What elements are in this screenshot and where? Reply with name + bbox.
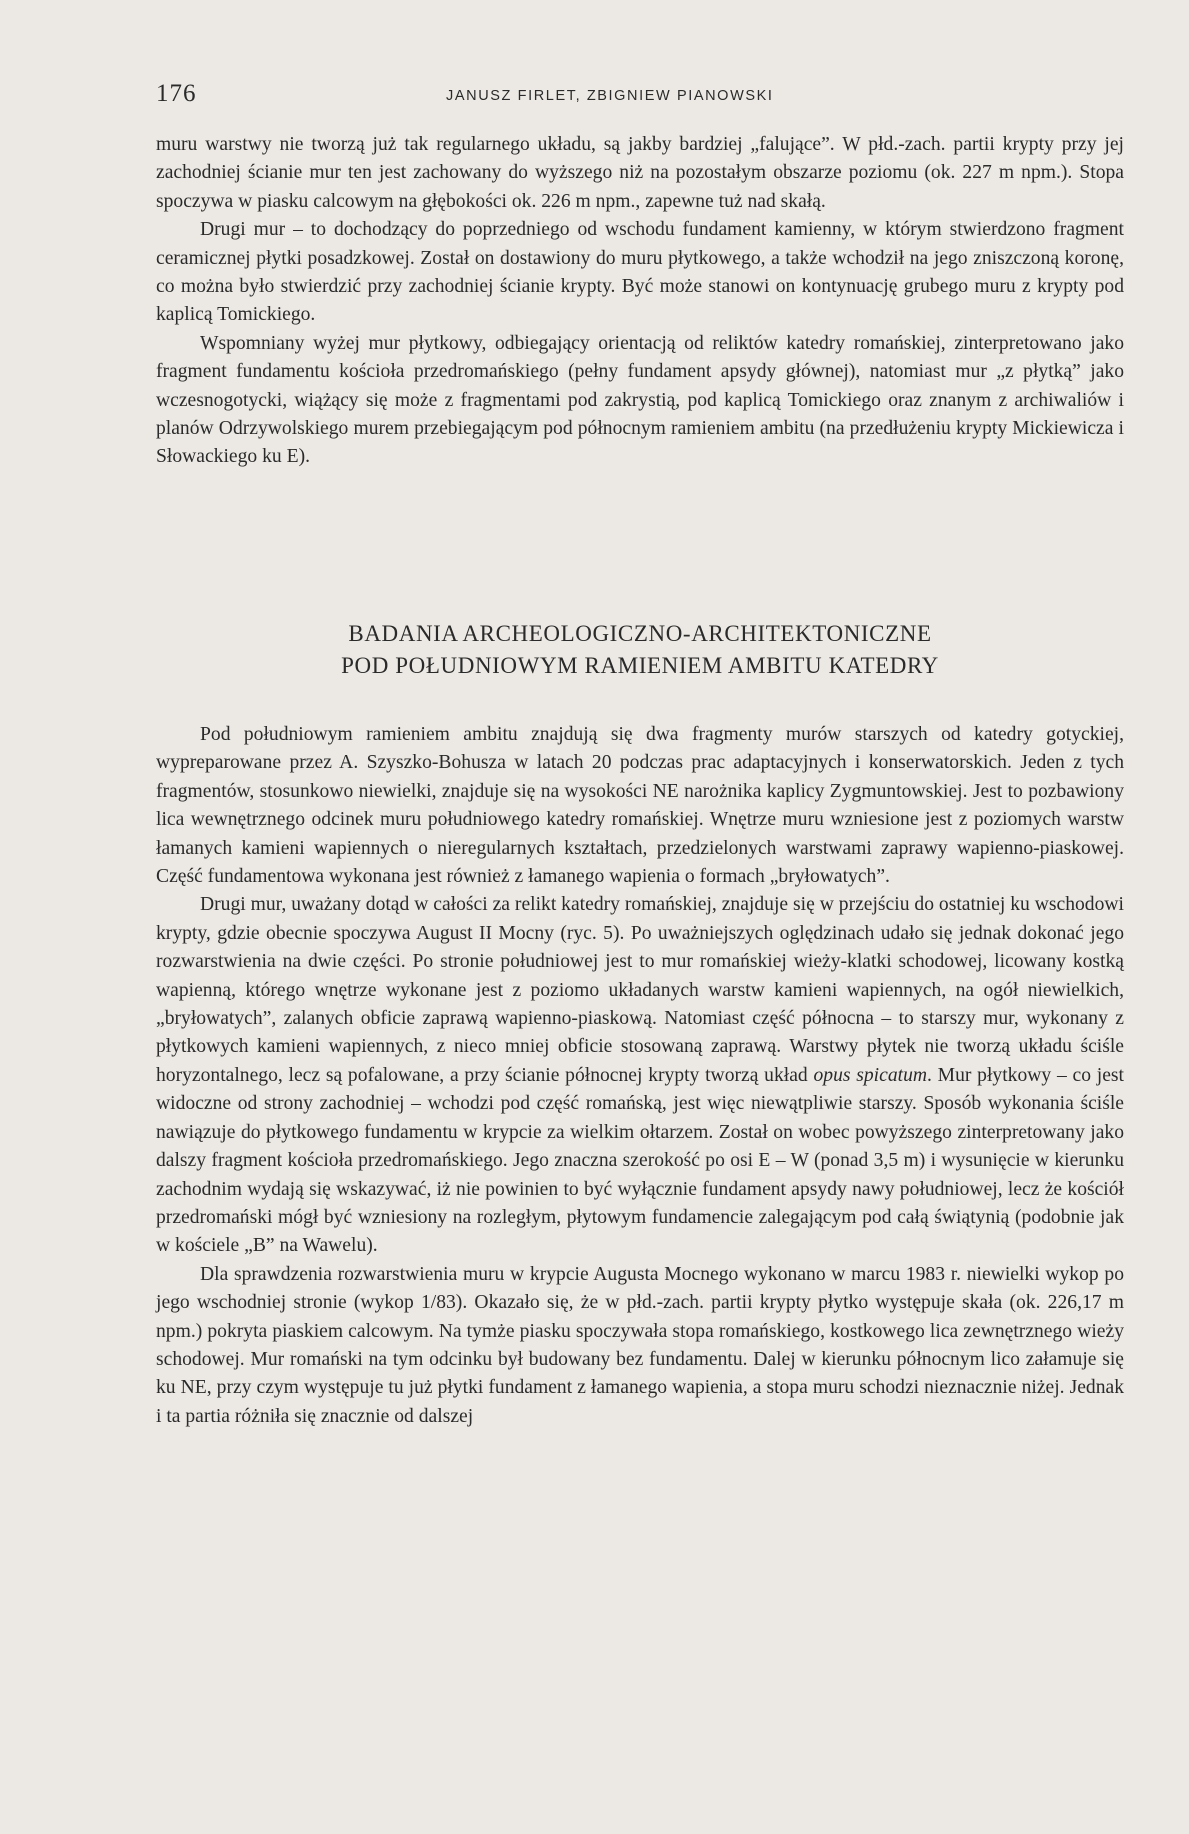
running-head: JANUSZ FIRLET, ZBIGNIEW PIANOWSKI xyxy=(446,88,774,104)
page-number: 176 xyxy=(156,80,197,107)
section-heading xyxy=(156,618,1124,682)
paragraph-text: . Mur płytkowy – co jest widoczne od strony zachodniej – wchodzi pod część romańską, jest więc niewątpliwie starszy. Sposób wykonania ściśle nawiązuje do płytkowego fundamentu w krypcie za wielkim ołtarzem. Został on wobec powyższego zinterpretowany jako dalszy fragment kościoła przedromańskiego. Jego znaczna szerokość po osi E – W (ponad 3,5 m) i wysunięcie w kierunku zachodnim wydają się wskazywać, iż nie powinien to być wyłącznie fundament apsydy nawy południowej, lecz że kościół przedromański mógł być wzniesiony na rozległym, płytowym fundamencie zalegającym pod całą świątynią (podobnie jak w kościele „B” na Wawelu). xyxy=(156,1064,1124,1257)
paragraph: muru warstwy nie tworzą już tak regularnego układu, są jakby bardziej „falujące”. W płd.-zach. partii krypty przy jej zachodniej ścianie mur ten jest zachowany do wyższego niż na pozostałym obszarze poziomu (ok. 227 m npm.). Stopa spoczywa w piasku calcowym na głębokości ok. 226 m npm., zapewne tuż nad skałą. xyxy=(156,134,1124,212)
section-heading-line-1: BADANIA ARCHEOLOGICZNO-ARCHITEKTONICZNE xyxy=(348,621,932,646)
paragraph: Wspomniany wyżej mur płytkowy, odbiegający orientacją od reliktów katedry romańskiej, zinterpretowano jako fragment fundamentu kościoła przedromańskiego (pełny fundament apsydy głównej), natomiast mur „z płytką” jako wczesnogotycki, wiążący się może z fragmentami pod zakrystią, pod kaplicą Tomickiego oraz znanym z archiwaliów i planów Odrzywolskiego murem przebiegającym pod północnym ramieniem ambitu (na przedłużeniu krypty Mickiewicza i Słowackiego ku E). xyxy=(156,332,1124,468)
text-block-bottom xyxy=(156,721,1124,1431)
paragraph-text: Drugi mur, uważany dotąd w całości za relikt katedry romańskiej, znajduje się w przejściu do ostatniej ku wschodowi krypty, gdzie obecnie spoczywa August II Mocny (ryc. 5). Po uważniejszych oględzinach udało się jednak dokonać jego rozwarstwienia na dwie części. Po stronie południowej jest to mur romańskiej wieży-klatki schodowej, licowany kostką wapienną, którego wnętrze wykonane jest z poziomo układanych warstw kamieni wapiennych, na ogół niewielkich, „bryłowatych”, zalanych obficie zaprawą wapienno-piaskową. Natomiast część północna – to starszy mur, wykonany z płytkowych kamieni wapiennych, z nieco mniej obficie stosowaną zaprawą. Warstwy płytek nie tworzą układu ściśle horyzontalnego, lecz są pofalowane, a przy ścianie północnej krypty tworzą układ xyxy=(156,894,1124,1086)
paragraph: Dla sprawdzenia rozwarstwienia muru w krypcie Augusta Mocnego wykonano w marcu 1983 r. niewielki wykop po jego wschodniej stronie (wykop 1/83). Okazało się, że w płd.-zach. partii krypty płytko występuje skała (ok. 226,17 m npm.) pokryta piaskiem calcowym. Na tymże piasku spoczywała stopa romańskiego, kostkowego lica zewnętrznego wieży schodowej. Mur romański na tym odcinku był budowany bez fundamentu. Dalej w kierunku północnym lico załamuje się ku NE, przy czym występuje tu już płytki fundament z łamanego wapienia, a stopa muru schodzi nieznacznie niżej. Jednak i ta partia różniła się znacznie od dalszej xyxy=(156,1263,1124,1427)
paragraph-with-italic xyxy=(156,891,1124,1260)
text-block-top xyxy=(156,131,1124,472)
paragraph: Drugi mur – to dochodzący do poprzedniego od wschodu fundament kamienny, w którym stwierdzono fragment ceramicznej płytki posadzkowej. Został on dostawiony do muru płytkowego, a także wchodził na jego zniszczoną koronę, co można było stwierdzić przy zachodniej ścianie krypty. Być może stanowi on kontynuację grubego muru z krypty pod kaplicą Tomickiego. xyxy=(156,219,1124,326)
section-heading-line-2: POD POŁUDNIOWYM RAMIENIEM AMBITU KATEDRY xyxy=(341,653,939,678)
italic-term: opus spicatum xyxy=(813,1064,928,1086)
paragraph: Pod południowym ramieniem ambitu znajdują się dwa fragmenty murów starszych od katedry gotyckiej, wypreparowane przez A. Szyszko-Bohusza w latach 20 podczas prac adaptacyjnych i konserwatorskich. Jeden z tych fragmentów, stosunkowo niewielki, znajduje się na wysokości NE narożnika kaplicy Zygmuntowskiej. Jest to pozbawiony lica wewnętrznego odcinek muru południowego katedry romańskiej. Wnętrze muru wzniesione jest z poziomych warstw łamanych kamieni wapiennych o nieregularnych kształtach, przedzielonych warstwami zaprawy wapienno-piaskowej. Część fundamentowa wykonana jest również z łamanego wapienia o formach „bryłowatych”. xyxy=(156,724,1124,888)
page-header xyxy=(156,80,1126,116)
